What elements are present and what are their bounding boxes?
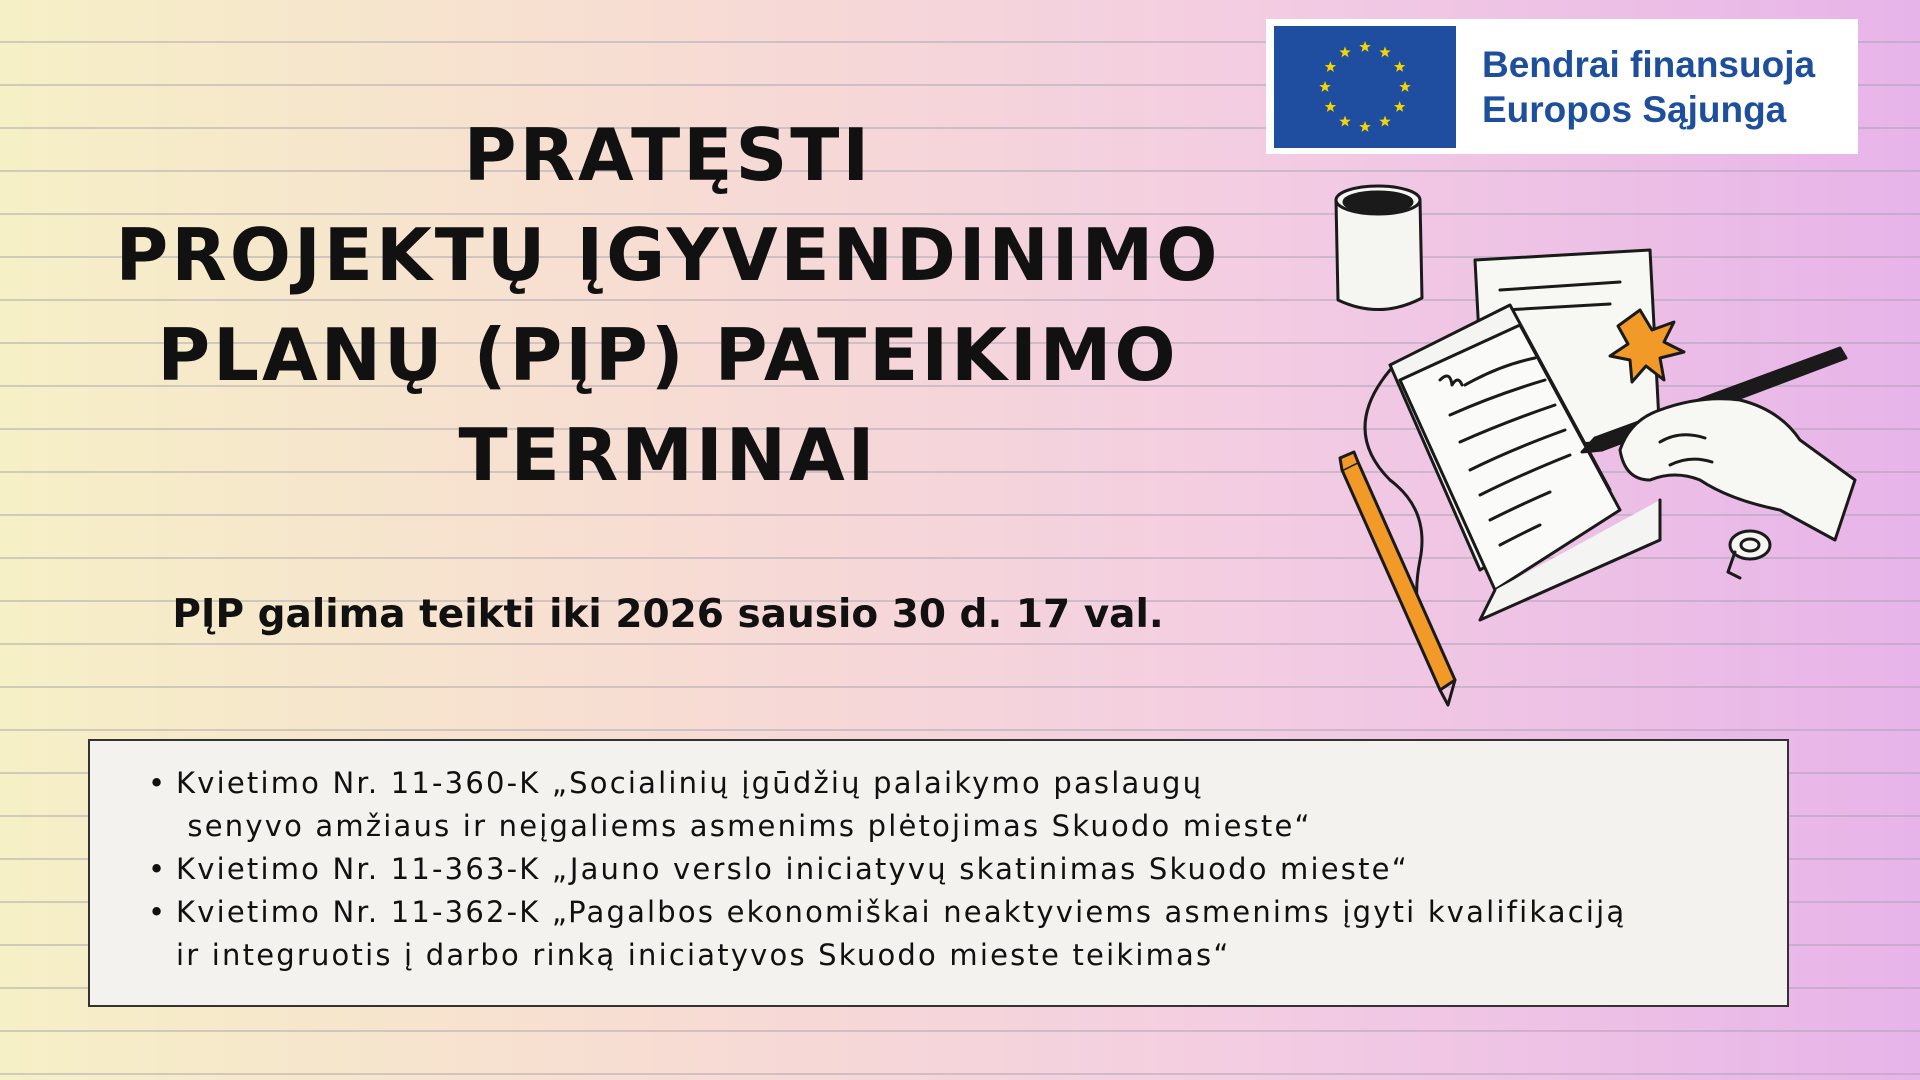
calls-list [90, 741, 1787, 977]
title-line-4: TERMINAI [458, 413, 878, 497]
eu-badge-text [1482, 42, 1815, 132]
eu-flag-icon [1274, 26, 1456, 148]
eu-cofunding-badge [1266, 19, 1858, 154]
orange-pen-icon [1340, 452, 1455, 705]
call-item-line: • Kvietimo Nr. 11-363-K „Jauno verslo iniciatyvų skatinimas Skuodo mieste“ [176, 852, 1409, 886]
call-item-line: senyvo amžiaus ir neįgaliems asmenims plėtojimas Skuodo mieste“ [176, 809, 1312, 843]
writing-illustration [1280, 180, 1870, 710]
eu-badge-line1: Bendrai finansuoja [1482, 43, 1816, 85]
eu-badge-line2: Europos Sąjunga [1482, 88, 1787, 130]
call-item [176, 762, 1787, 848]
calls-info-box [88, 739, 1789, 1007]
title-line-1: PRATĘSTI [463, 113, 873, 197]
measuring-tape-icon [1728, 531, 1770, 578]
page-title [100, 105, 1236, 505]
deadline-text: PĮP galima teikti iki 2026 sausio 30 d. 17 val. [172, 592, 1164, 637]
call-item [176, 891, 1787, 977]
coffee-cup-icon [1336, 186, 1422, 310]
title-line-2: PROJEKTŲ ĮGYVENDINIMO [115, 213, 1221, 297]
title-line-3: PLANŲ (PĮP) PATEIKIMO [157, 313, 1179, 397]
call-item-line: ir integruotis į darbo rinką iniciatyvos Skuodo mieste teikimas“ [176, 938, 1231, 972]
call-item-line: • Kvietimo Nr. 11-362-K „Pagalbos ekonomiškai neaktyviems asmenims įgyti kvalifikaciją [176, 895, 1627, 929]
call-item-line: • Kvietimo Nr. 11-360-K „Socialinių įgūdžių palaikymo paslaugų [176, 766, 1204, 800]
call-item [176, 848, 1787, 891]
